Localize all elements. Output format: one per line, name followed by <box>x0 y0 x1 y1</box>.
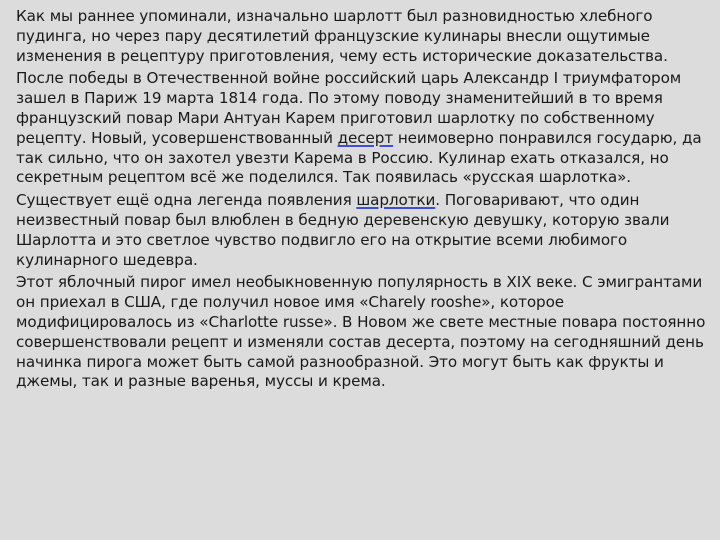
paragraph-usa: Этот яблочный пирог имел необыкновенную популярность в XIX веке. С эмигрантами он приехал в США, где получил новое имя «Charely rooshe», которое модифицировалось из «Charlotte russe». В Новом же свете местные повара постоянно совершенствовали рецепт и изменяли состав десерта, поэтому на сегодняшний день начинка пирога может быть самой разнообразной. Это могут быть как фрукты и джемы, так и разные варенья, муссы и крема. <box>16 273 706 391</box>
paragraph-alexander <box>16 69 706 188</box>
paragraph-legend-text-end: . Поговаривают, что один неизвестный повар был влюблен в бедную деревенскую девушку, которую звали Шарлотта и это светлое чувство подвигло его на открытие всеми любимого кулинарного шедевра. <box>16 191 670 269</box>
text-body <box>16 7 706 395</box>
paragraph-alexander-text-end: неимоверно понравился государю, да так сильно, что он захотел увезти Карема в Россию. Кулинар ехать отказался, но секретным рецептом всё же поделился. Так появилась «русская шарлотка». <box>16 128 702 187</box>
paragraph-legend-text-start: Существует ещё одна легенда появления <box>16 191 357 210</box>
charlotte-link[interactable]: шарлотки <box>356 191 436 210</box>
paragraph-alexander-text-start: После победы в Отечественной войне российский царь Александр I триумфатором зашел в Париж 19 марта 1814 года. По этому поводу знаменитейший в то время французский повар Мари Антуан Карем приготовил шарлотку по собственному рецепту. Новый, усовершенствованный <box>16 69 682 147</box>
paragraph-origin: Как мы раннее упоминали, изначально шарлотт был разновидностью хлебного пудинга, но через пару десятилетий французские кулинары внесли ощутимые изменения в рецептуру приготовления, чему есть исторические доказательства. <box>16 7 668 65</box>
dessert-link[interactable]: десерт <box>337 128 394 147</box>
paragraph-legend <box>16 191 706 270</box>
